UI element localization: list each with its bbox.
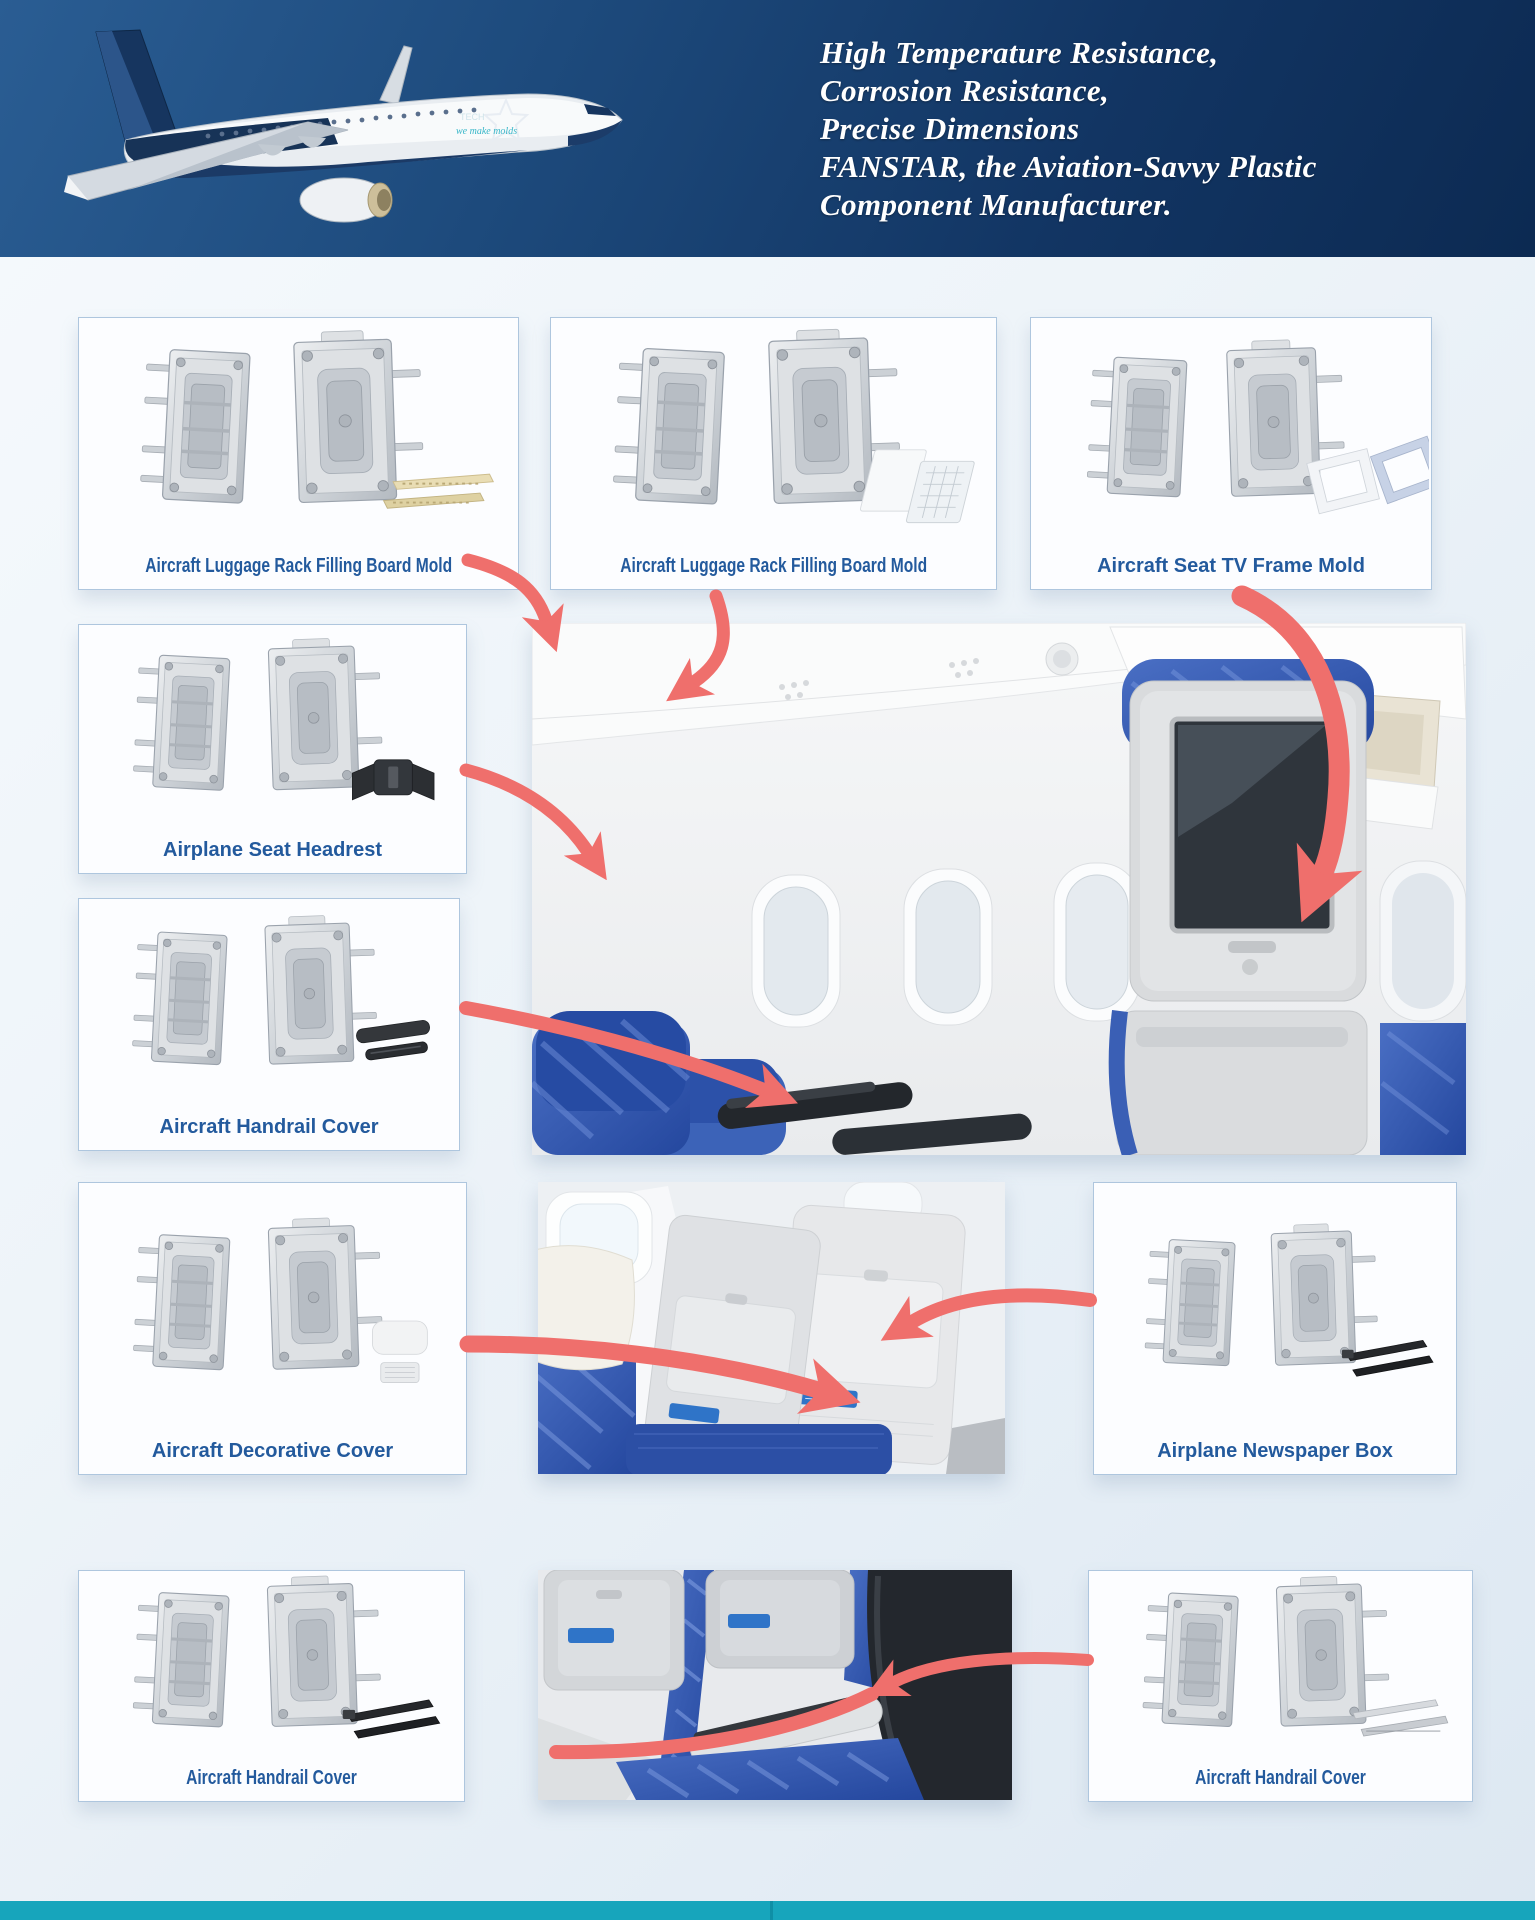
product-card-luggage-rack-mold-1 bbox=[78, 317, 519, 590]
product-card-handrail-cover-1 bbox=[78, 898, 460, 1151]
engine-nacelle bbox=[300, 178, 392, 222]
product-card-seat-headrest bbox=[78, 624, 467, 874]
tagline-line: High Temperature Resistance, bbox=[820, 35, 1219, 70]
product-label: Aircraft Handrail Cover bbox=[1195, 1766, 1366, 1789]
airplane-image bbox=[8, 4, 648, 254]
product-card-luggage-rack-mold-2 bbox=[550, 317, 997, 590]
mold-illustration bbox=[81, 1575, 462, 1757]
mold-illustration bbox=[1096, 1187, 1454, 1430]
product-label: Aircraft Luggage Rack Filling Board Mold bbox=[145, 554, 452, 577]
tagline-line: Precise Dimensions bbox=[820, 111, 1080, 146]
product-label: Airplane Newspaper Box bbox=[1157, 1439, 1393, 1462]
product-label: Airplane Seat Headrest bbox=[163, 838, 382, 861]
mold-illustration bbox=[81, 322, 516, 545]
footer-segment-right bbox=[773, 1901, 1535, 1920]
product-label: Aircraft Handrail Cover bbox=[186, 1766, 357, 1789]
fuselage-script-text: we make molds bbox=[456, 126, 518, 137]
header-banner bbox=[0, 0, 1535, 257]
mold-illustration bbox=[81, 629, 464, 829]
mold-illustration bbox=[81, 1187, 464, 1430]
tagline-line: Component Manufacturer. bbox=[820, 187, 1173, 222]
product-label: Aircraft Seat TV Frame Mold bbox=[1097, 554, 1365, 577]
product-label: Aircraft Luggage Rack Filling Board Mold bbox=[620, 554, 927, 577]
product-card-handrail-cover-2 bbox=[78, 1570, 465, 1802]
aisle-seat bbox=[538, 1246, 636, 1474]
footer-segment-left bbox=[0, 1901, 770, 1920]
mold-illustration bbox=[553, 322, 994, 545]
photo-seatback-tray-tables bbox=[538, 1182, 1005, 1474]
seatback-tv bbox=[1117, 659, 1374, 1155]
mold-illustration bbox=[1091, 1575, 1470, 1757]
product-card-seat-tv-frame-mold bbox=[1030, 317, 1432, 590]
footer-bar bbox=[0, 1901, 1535, 1920]
tagline-line: FANSTAR, the Aviation-Savvy Plastic bbox=[820, 149, 1317, 184]
photo-cabin-interior bbox=[532, 623, 1466, 1155]
product-label: Aircraft Decorative Cover bbox=[151, 1439, 394, 1462]
product-card-decorative-cover bbox=[78, 1182, 467, 1475]
product-label: Aircraft Handrail Cover bbox=[159, 1115, 379, 1138]
tagline-line: Corrosion Resistance, bbox=[820, 73, 1110, 108]
photo-armrest-closeup bbox=[538, 1570, 1012, 1800]
mold-illustration bbox=[81, 903, 457, 1106]
product-card-newspaper-box bbox=[1093, 1182, 1457, 1475]
product-card-handrail-cover-3 bbox=[1088, 1570, 1473, 1802]
mold-illustration bbox=[1033, 322, 1429, 545]
fuselage-brand-text: TECH bbox=[460, 112, 485, 122]
header-tagline bbox=[820, 34, 1500, 224]
